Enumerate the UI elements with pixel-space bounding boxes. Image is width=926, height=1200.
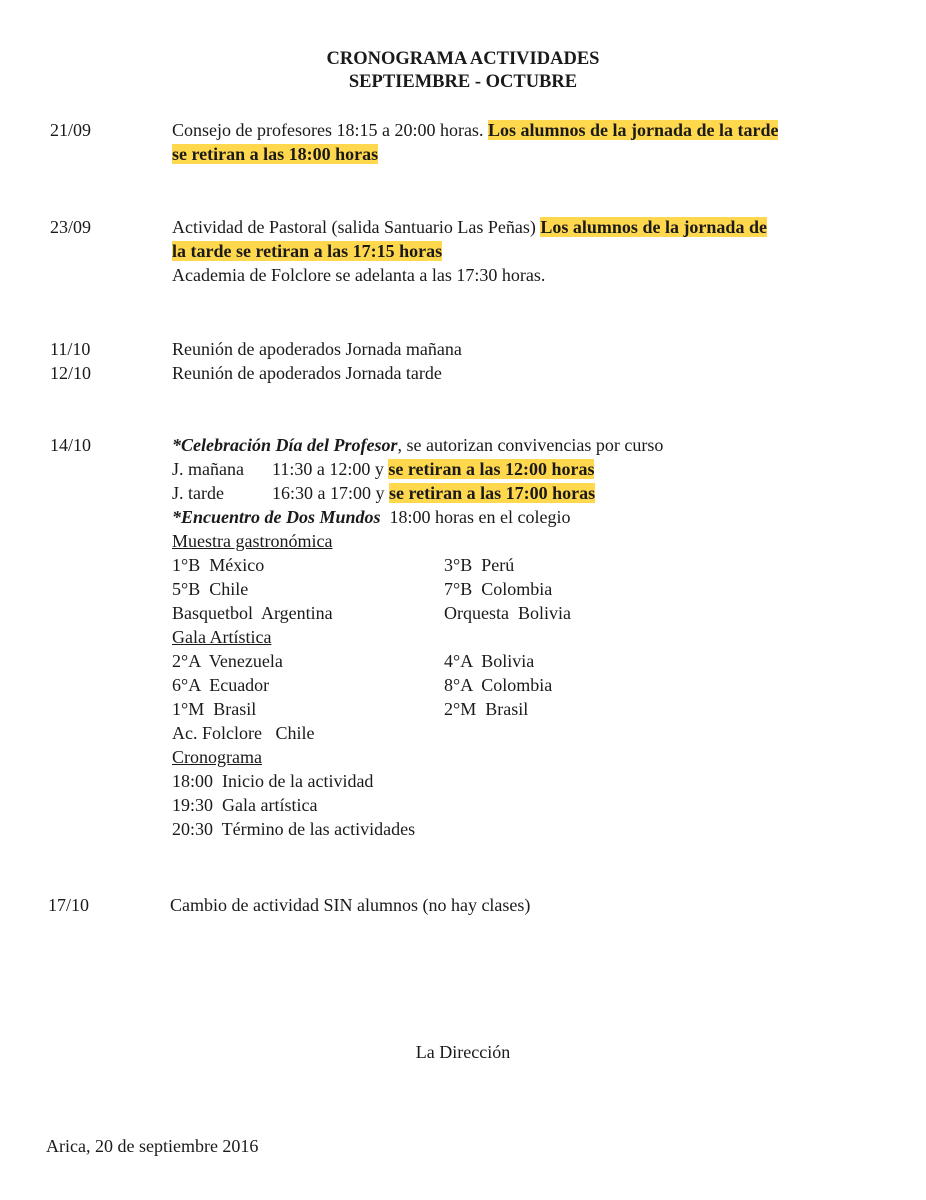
entry-text: Reunión de apoderados Jornada tarde — [172, 363, 442, 383]
list-item — [172, 673, 892, 697]
entry-date: 21/09 — [50, 120, 92, 140]
course-country: 4°A Bolivia — [444, 651, 535, 671]
course-country: 2°M Brasil — [444, 699, 529, 719]
course-country: 5°B Chile — [172, 579, 249, 599]
gala-extra: Ac. Folclore Chile — [172, 723, 315, 743]
shift-time: 16:30 a 17:00 y — [272, 483, 389, 503]
course-country: 6°A Ecuador — [172, 675, 270, 695]
entry-text: Cambio de actividad SIN alumnos (no hay clases) — [170, 895, 531, 915]
highlighted-notice: se retiran a las 18:00 horas — [172, 144, 379, 164]
document-subtitle: SEPTIEMBRE - OCTUBRE — [348, 72, 578, 92]
list-item — [172, 577, 892, 601]
entry-content — [172, 433, 892, 841]
entry-date: 17/10 — [48, 895, 90, 915]
entry-text: Reunión de apoderados Jornada mañana — [172, 339, 462, 359]
highlighted-notice: la tarde se retiran a las 17:15 horas — [172, 241, 443, 261]
list-item: 20:30 Término de las actividades — [172, 819, 416, 839]
muestra-heading: Muestra gastronómica — [172, 531, 333, 551]
highlighted-notice: Los alumnos de la jornada de la tarde — [487, 120, 779, 140]
entry-content — [172, 215, 892, 287]
entry-text: Consejo de profesores 18:15 a 20:00 horas. — [172, 120, 488, 140]
list-item: 19:30 Gala artística — [172, 795, 318, 815]
highlighted-notice: se retiran a las 12:00 horas — [388, 459, 595, 479]
signature: La Dirección — [415, 1042, 511, 1062]
entry-date: 11/10 — [50, 339, 91, 359]
course-country: 3°B Perú — [444, 555, 515, 575]
place-date: Arica, 20 de septiembre 2016 — [46, 1136, 259, 1156]
entry-content — [172, 118, 892, 166]
course-country: 1°M Brasil — [172, 699, 257, 719]
crono-heading: Cronograma — [172, 747, 262, 767]
course-country: Basquetbol Argentina — [172, 603, 333, 623]
highlighted-notice: Los alumnos de la jornada de — [540, 217, 767, 237]
celebration-title: *Celebración Día del Profesor — [172, 435, 398, 455]
list-item — [172, 601, 892, 625]
course-country: 8°A Colombia — [444, 675, 553, 695]
gala-heading: Gala Artística — [172, 627, 272, 647]
entry-text: Actividad de Pastoral (salida Santuario Las Peñas) — [172, 217, 541, 237]
course-country: 1°B México — [172, 555, 265, 575]
highlighted-notice: se retiran a las 17:00 horas — [389, 483, 596, 503]
course-country: 2°A Venezuela — [172, 651, 283, 671]
shift-label: J. mañana — [172, 459, 244, 479]
course-country: 7°B Colombia — [444, 579, 553, 599]
shift-time: 11:30 a 12:00 y — [272, 459, 389, 479]
entry-note: Academia de Folclore se adelanta a las 17:30 horas. — [172, 265, 546, 285]
entry-date: 14/10 — [50, 435, 92, 455]
celebration-text: , se autorizan convivencias por curso — [397, 435, 664, 455]
list-item — [172, 553, 892, 577]
list-item: 18:00 Inicio de la actividad — [172, 771, 374, 791]
entry-date: 12/10 — [50, 363, 92, 383]
list-item — [172, 649, 892, 673]
shift-label: J. tarde — [172, 483, 224, 503]
encuentro-title: *Encuentro de Dos Mundos — [172, 507, 381, 527]
encuentro-text: 18:00 horas en el colegio — [380, 507, 571, 527]
document-title: CRONOGRAMA ACTIVIDADES — [326, 49, 600, 69]
list-item — [172, 697, 892, 721]
entry-date: 23/09 — [50, 217, 92, 237]
course-country: Orquesta Bolivia — [444, 603, 571, 623]
